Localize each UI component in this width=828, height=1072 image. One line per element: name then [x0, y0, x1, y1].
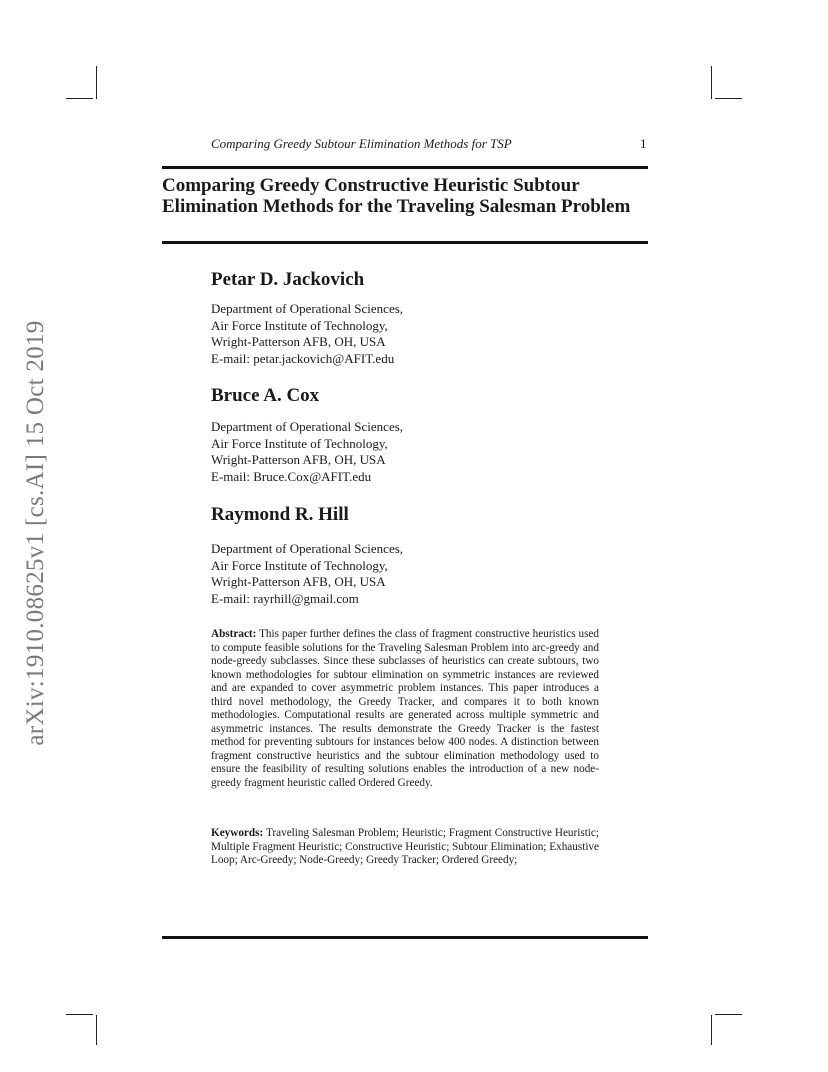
affiliation-line: Department of Operational Sciences,	[211, 301, 404, 316]
author-affiliation	[211, 541, 403, 607]
keywords	[211, 827, 599, 868]
title-rule-top	[162, 166, 648, 169]
affiliation-line: Department of Operational Sciences,	[211, 419, 404, 434]
arxiv-stamp: arXiv:1910.08625v1 [cs.AI] 15 Oct 2019	[22, 320, 49, 746]
author-name: Petar D. Jackovich	[211, 269, 365, 290]
crop-mark	[715, 98, 742, 99]
affiliation-line: Department of Operational Sciences,	[211, 541, 404, 556]
crop-mark	[96, 1015, 97, 1045]
paper-title: Comparing Greedy Constructive Heuristic Subtour Elimination Methods for the Traveling Salesman Problem	[162, 175, 631, 217]
page-number: 1	[640, 136, 647, 151]
crop-mark	[715, 1014, 742, 1015]
affiliation-line: Wright-Patterson AFB, OH, USA	[211, 452, 386, 467]
abstract-label: Abstract:	[211, 628, 257, 640]
abstract	[211, 628, 599, 790]
author-affiliation	[211, 301, 403, 367]
keywords-label: Keywords:	[211, 827, 264, 839]
author-name: Bruce A. Cox	[211, 385, 320, 406]
affiliation-line: Air Force Institute of Technology,	[211, 317, 388, 333]
affiliation-line: Wright-Patterson AFB, OH, USA	[211, 334, 386, 349]
crop-mark	[711, 1015, 712, 1045]
footer-rule	[162, 936, 648, 939]
affiliation-line: Air Force Institute of Technology,	[211, 557, 388, 573]
abstract-text: This paper further defines the class of fragment constructive heuristics used to compute feasible solutions for the Traveling Salesman Problem into arc-greedy and node-greedy subclasses. Since these subclasses of heuristics can create subtours, two known methodologies for subtour elimination on symmetric instances are reviewed and are expanded to cover asymmetric problem instances. This paper introduces a third novel methodology, the Greedy Tracker, and compares it to both known methodologies. Computational results are generated across multiple symmetric and asymmetric instances. The results demonstrate the Greedy Tracker is the fastest method for preventing subtours for instances below 400 nodes. A distinction between fragment constructive heuristics and the subtour elimination methodology used to ensure the feasibility of resulting solutions enables the introduction of a new node-greedy fragment heuristic called Ordered Greedy.	[211, 628, 599, 789]
author-email: E-mail: Bruce.Cox@AFIT.edu	[211, 468, 372, 484]
author-email: E-mail: rayrhill@gmail.com	[211, 590, 359, 606]
author-email: E-mail: petar.jackovich@AFIT.edu	[211, 350, 395, 366]
affiliation-line: Air Force Institute of Technology,	[211, 435, 388, 451]
author-affiliation	[211, 419, 403, 485]
crop-mark	[66, 1014, 93, 1015]
crop-mark	[66, 98, 93, 99]
running-header: Comparing Greedy Subtour Elimination Methods for TSP	[211, 136, 512, 151]
keywords-text: Traveling Salesman Problem; Heuristic; Fragment Constructive Heuristic; Multiple Fragment Heuristic; Constructive Heuristic; Subtour Elimination; Exhaustive Loop; Arc-Greedy; Node-Greedy; Greedy Tracker; Ordered Greedy;	[211, 827, 599, 866]
crop-mark	[96, 66, 97, 99]
affiliation-line: Wright-Patterson AFB, OH, USA	[211, 574, 386, 589]
crop-mark	[711, 66, 712, 99]
author-name: Raymond R. Hill	[211, 504, 349, 525]
title-rule-bottom	[162, 241, 648, 244]
